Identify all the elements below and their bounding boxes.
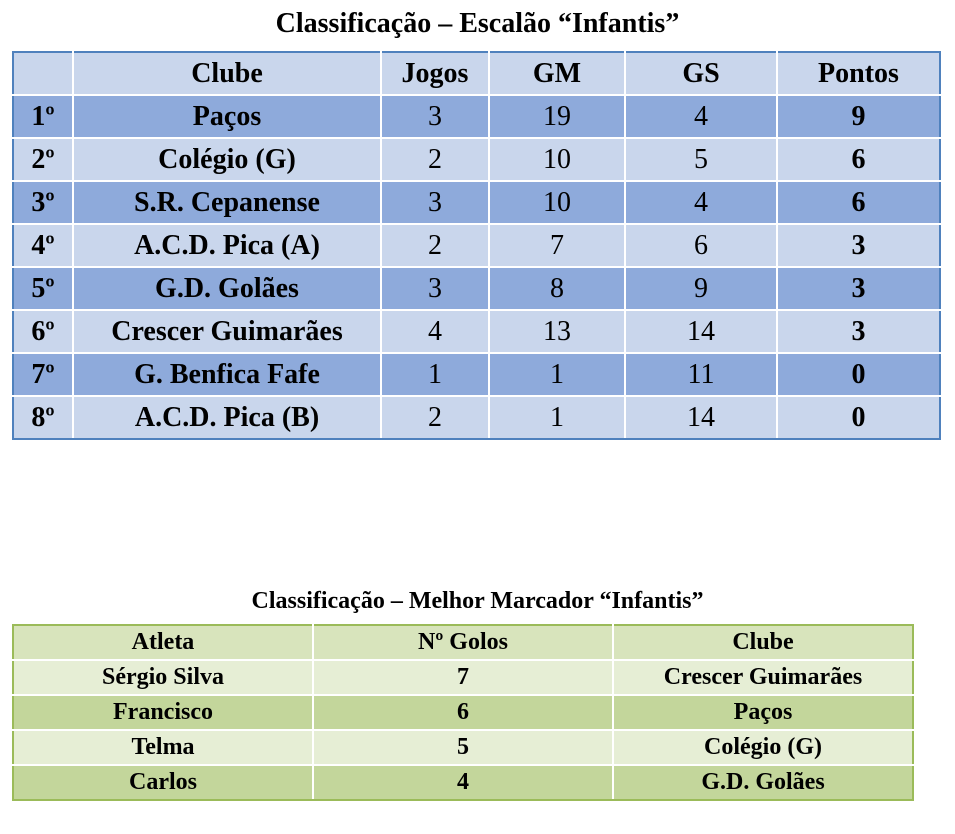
standings-row <box>13 310 940 353</box>
club-cell: Colégio (G) <box>73 138 381 181</box>
standings-row <box>13 267 940 310</box>
goals-for-cell: 10 <box>489 181 625 224</box>
standings-row <box>13 95 940 138</box>
goals-cell: 5 <box>313 730 613 765</box>
goals-for-cell: 10 <box>489 138 625 181</box>
goals-cell: 7 <box>313 660 613 695</box>
goals-for-cell: 19 <box>489 95 625 138</box>
position-cell: 8º <box>13 396 73 439</box>
club-cell: G.D. Golães <box>73 267 381 310</box>
position-cell: 3º <box>13 181 73 224</box>
scorer-club-cell: Crescer Guimarães <box>613 660 913 695</box>
scorer-club-cell: Paços <box>613 695 913 730</box>
club-cell: G. Benfica Fafe <box>73 353 381 396</box>
goals-for-cell: 1 <box>489 353 625 396</box>
games-cell: 1 <box>381 353 489 396</box>
header-goals: Nº Golos <box>313 625 613 660</box>
goals-cell: 4 <box>313 765 613 800</box>
games-cell: 2 <box>381 138 489 181</box>
goals-for-cell: 7 <box>489 224 625 267</box>
header-points: Pontos <box>777 52 940 95</box>
standings-title: Classificação – Escalão “Infantis” <box>275 8 680 39</box>
goals-against-cell: 14 <box>625 310 777 353</box>
standings-row <box>13 224 940 267</box>
goals-against-cell: 9 <box>625 267 777 310</box>
goals-for-cell: 13 <box>489 310 625 353</box>
points-cell: 6 <box>777 181 940 224</box>
athlete-cell: Francisco <box>13 695 313 730</box>
goals-cell: 6 <box>313 695 613 730</box>
header-scorer-club: Clube <box>613 625 913 660</box>
games-cell: 3 <box>381 267 489 310</box>
position-cell: 6º <box>13 310 73 353</box>
scorer-row <box>13 660 913 695</box>
points-cell: 9 <box>777 95 940 138</box>
goals-against-cell: 14 <box>625 396 777 439</box>
header-goals-for: GM <box>489 52 625 95</box>
games-cell: 3 <box>381 95 489 138</box>
goals-for-cell: 1 <box>489 396 625 439</box>
games-cell: 3 <box>381 181 489 224</box>
club-cell: A.C.D. Pica (A) <box>73 224 381 267</box>
points-cell: 3 <box>777 267 940 310</box>
header-position <box>13 52 73 95</box>
scorers-header-row <box>13 625 913 660</box>
points-cell: 0 <box>777 353 940 396</box>
header-games: Jogos <box>381 52 489 95</box>
points-cell: 6 <box>777 138 940 181</box>
goals-against-cell: 6 <box>625 224 777 267</box>
goals-against-cell: 4 <box>625 95 777 138</box>
games-cell: 2 <box>381 396 489 439</box>
scorer-row <box>13 765 913 800</box>
header-goals-against: GS <box>625 52 777 95</box>
standings-row <box>13 181 940 224</box>
standings-row <box>13 138 940 181</box>
standings-table <box>12 51 941 440</box>
standings-header-row <box>13 52 940 95</box>
goals-against-cell: 5 <box>625 138 777 181</box>
position-cell: 2º <box>13 138 73 181</box>
scorers-table <box>12 624 914 801</box>
athlete-cell: Carlos <box>13 765 313 800</box>
scorers-title: Classificação – Melhor Marcador “Infantis” <box>251 588 704 614</box>
club-cell: A.C.D. Pica (B) <box>73 396 381 439</box>
games-cell: 2 <box>381 224 489 267</box>
position-cell: 5º <box>13 267 73 310</box>
standings-row <box>13 353 940 396</box>
goals-against-cell: 4 <box>625 181 777 224</box>
scorer-row <box>13 730 913 765</box>
scorer-row <box>13 695 913 730</box>
position-cell: 1º <box>13 95 73 138</box>
goals-against-cell: 11 <box>625 353 777 396</box>
standings-row <box>13 396 940 439</box>
athlete-cell: Telma <box>13 730 313 765</box>
scorer-club-cell: Colégio (G) <box>613 730 913 765</box>
header-athlete: Atleta <box>13 625 313 660</box>
points-cell: 0 <box>777 396 940 439</box>
goals-for-cell: 8 <box>489 267 625 310</box>
games-cell: 4 <box>381 310 489 353</box>
athlete-cell: Sérgio Silva <box>13 660 313 695</box>
club-cell: Paços <box>73 95 381 138</box>
points-cell: 3 <box>777 310 940 353</box>
position-cell: 7º <box>13 353 73 396</box>
header-club: Clube <box>73 52 381 95</box>
scorer-club-cell: G.D. Golães <box>613 765 913 800</box>
points-cell: 3 <box>777 224 940 267</box>
club-cell: Crescer Guimarães <box>73 310 381 353</box>
position-cell: 4º <box>13 224 73 267</box>
club-cell: S.R. Cepanense <box>73 181 381 224</box>
